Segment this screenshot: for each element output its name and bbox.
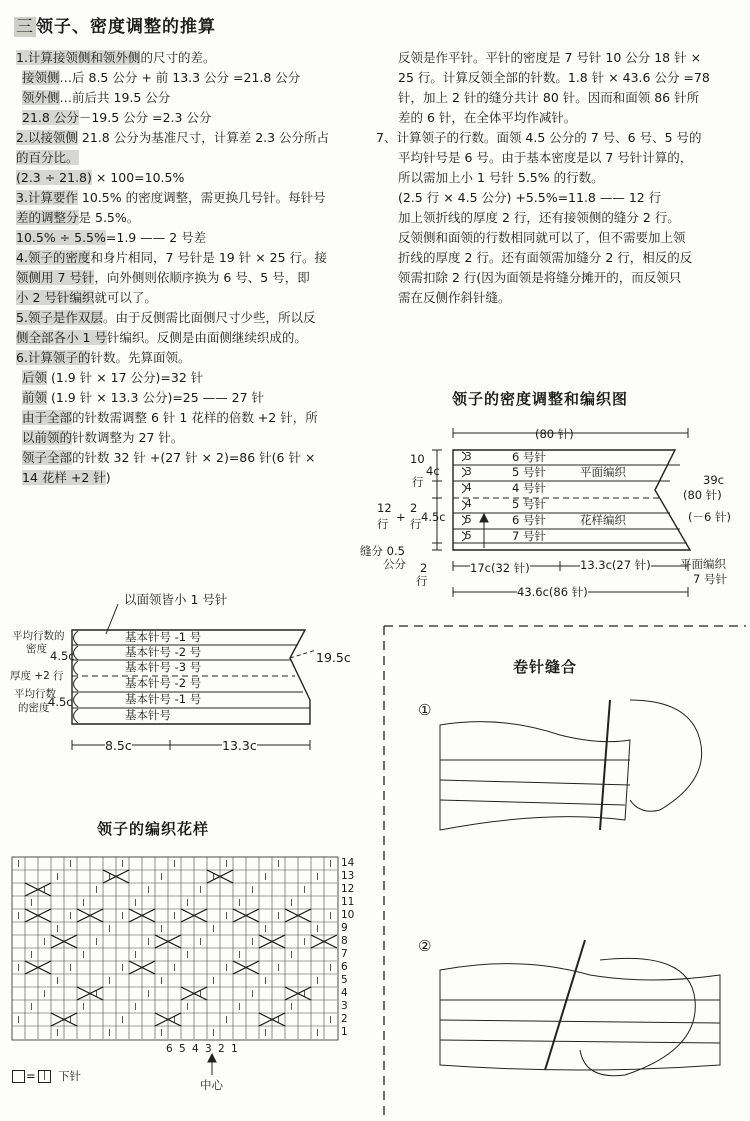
left-line-text: 针数。先算面领。 xyxy=(90,350,191,365)
pattern-chart-title: 领子的编织花样 xyxy=(97,820,210,838)
right-line: 针，加上 2 针的缝分共计 80 针。因而和面领 86 针所 xyxy=(398,90,700,105)
left-line-text: × 100=10.5% xyxy=(91,170,185,185)
left-line-highlight: 前领 xyxy=(22,390,48,405)
small-left-a: 平均行数的 xyxy=(12,630,65,642)
left-line-text: …后 8.5 公分 + 前 13.3 公分 =21.8 公分 xyxy=(59,70,301,85)
column-number: 4 xyxy=(192,1043,199,1055)
density-row-label: 5 号针 xyxy=(512,497,546,511)
bottom-left-label: 17c(32 针) xyxy=(470,561,530,575)
left-line-text: =1.9 —— 2 号差 xyxy=(105,230,207,245)
left-line-text: (1.9 针 × 13.3 公分)=25 —— 27 针 xyxy=(47,390,265,405)
small-left-b: 密度 xyxy=(26,643,47,655)
density-row-label: 6 号针 xyxy=(512,513,546,527)
seam-allowance-c: 2 xyxy=(420,561,428,575)
left-line-text: (1.9 针 × 17 公分)=32 针 xyxy=(47,370,204,385)
small-left-c: 4.5c xyxy=(50,649,75,663)
left-line-text: 针编织。反侧是由面侧继续织成的。 xyxy=(106,330,307,345)
left-line-highlight: 差的调整分 xyxy=(16,210,79,225)
left-line-text: 21.8 公分为基准尺寸，计算差 2.3 公分所占 xyxy=(77,130,330,145)
row-number: 14 xyxy=(341,857,355,869)
right-line: 25 行。计算反领全部的针数。1.8 针 × 43.6 公分 =78 xyxy=(398,70,710,85)
right-line: 平均针号是 6 号。由于基本密度是以 7 号针计算的， xyxy=(398,150,693,165)
whip-stitch-drawings xyxy=(440,700,720,1076)
legend-text: 下针 xyxy=(58,1069,81,1083)
right-line: 7、计算领子的行数。面领 4.5 公分的 7 号、6 号、5 号的 xyxy=(376,130,702,145)
left-line-text: 是 5.5%。 xyxy=(78,210,140,225)
seam-allowance-b: 公分 xyxy=(383,557,406,571)
left-mid-d: 行 xyxy=(377,517,389,531)
left-line-text: －19.5 公分 =2.3 公分 xyxy=(78,110,212,125)
small-row-label: 基本针号 xyxy=(125,708,171,722)
legend-knit-cell-icon: | xyxy=(38,1070,51,1083)
small-row-label: 基本针号 -2 号 xyxy=(125,676,202,690)
row-number: 6 xyxy=(341,961,348,973)
left-mid-a: 12 xyxy=(377,501,392,515)
row-number: 12 xyxy=(341,883,355,895)
left-line-text: 的针数需调整 6 针 1 花样的倍数 +2 针，所 xyxy=(72,410,318,425)
column-number: 2 xyxy=(218,1043,225,1055)
density-row-mini-number: 3 xyxy=(465,451,472,463)
corner-label-a: 平面编织 xyxy=(680,557,726,571)
left-line-text: 10.5% 的密度调整，需更换几号针。每针号 xyxy=(77,190,326,205)
row-number: 2 xyxy=(341,1013,348,1025)
legend-empty-cell-icon xyxy=(12,1070,25,1083)
left-line-highlight: 14 花样 +2 针 xyxy=(22,470,106,485)
left-line-highlight: 领子全部 xyxy=(22,450,73,465)
left-mid-e: 行 xyxy=(410,517,422,531)
density-row-mini-number: 4 xyxy=(465,498,472,510)
density-row-label: 7 号针 xyxy=(512,529,546,543)
left-line-highlight: 21.8 公分 xyxy=(22,110,79,125)
left-line-text: 和身片相同，7 号针是 19 针 × 25 行。接 xyxy=(90,250,328,265)
small-row-label: 基本针号 -1 号 xyxy=(125,630,202,644)
small-left-g: 4.5c xyxy=(48,695,73,709)
column-number: 5 xyxy=(179,1043,186,1055)
density-row-mini-number: 4 xyxy=(465,482,472,494)
left-line-highlight: 领侧用 7 号针 xyxy=(16,270,95,285)
seam-allowance-a: 缝分 0.5 xyxy=(360,544,405,558)
small-row-label: 基本针号 -3 号 xyxy=(125,660,202,674)
left-line-highlight: 后领 xyxy=(22,370,48,385)
right-line: 差的 6 针，在全体平均作减针。 xyxy=(398,110,577,125)
left-line-text: 就可以了。 xyxy=(94,290,157,305)
row-number: 8 xyxy=(341,935,348,947)
small-left-d: 厚度 +2 行 xyxy=(10,670,64,682)
row-number: 1 xyxy=(341,1026,348,1038)
left-line-highlight: 4.领子的密度 xyxy=(16,250,91,265)
row-number: 11 xyxy=(341,896,355,908)
left-line-text: 针数调整为 27 针。 xyxy=(72,430,184,445)
bottom-right-label: 13.3c(27 针) xyxy=(580,558,651,572)
left-line-highlight: 接领侧 xyxy=(22,70,60,85)
density-row-mini-number: 5 xyxy=(465,514,472,526)
right-label-c: (－6 针) xyxy=(688,510,731,524)
left-line-highlight: 小 2 号针编织 xyxy=(16,290,95,305)
center-label: 中心 xyxy=(200,1078,223,1092)
density-row-mini-number: 5 xyxy=(465,530,472,542)
right-line: 加上领折线的厚度 2 行，还有接领侧的缝分 2 行。 xyxy=(398,210,680,225)
left-line-highlight: 6.计算领子的 xyxy=(16,350,91,365)
density-row-label: 5 号针 xyxy=(512,465,546,479)
small-left-e: 平均行数 xyxy=(14,688,56,700)
bottom-total-label: 43.6c(86 针) xyxy=(517,585,588,599)
section-title-text: 领子、密度调整的推算 xyxy=(36,17,216,37)
small-row-label: 基本针号 -2 号 xyxy=(125,645,202,659)
small-right-label: 19.5c xyxy=(316,650,351,665)
left-line-highlight: 以前领的 xyxy=(22,430,73,445)
left-line-highlight: 由于全部 xyxy=(22,410,73,425)
section-number: 三 xyxy=(16,17,34,37)
left-line-text: …前后共 19.5 公分 xyxy=(59,90,171,105)
left-mid-b: 2 xyxy=(410,501,418,515)
legend-equal: = xyxy=(26,1069,36,1083)
left-mid-c: 4.5c xyxy=(421,510,446,524)
left-line-text: 的针数 32 针 +(27 针 × 2)=86 针(6 针 × xyxy=(72,450,316,465)
left-line-highlight: 3.计算要作 xyxy=(16,190,78,205)
whip-stitch-title: 卷针缝合 xyxy=(513,658,578,676)
top-width-label: (80 针) xyxy=(535,427,574,441)
left-top-b: 4c xyxy=(426,464,440,478)
density-row-label: 4 号针 xyxy=(512,481,546,495)
right-line: 领需扣除 2 行(因为面领是将缝分摊开的，而反领只 xyxy=(398,270,682,285)
pattern-grid xyxy=(12,857,338,1040)
left-line-text: 。由于反侧需比面侧尺寸少些，所以反 xyxy=(102,310,316,325)
left-line-highlight: 10.5% ÷ 5.5% xyxy=(16,230,106,245)
right-line: 所以需加上小 1 号针 5.5% 的行数。 xyxy=(398,170,604,185)
left-line-highlight: (2.3 ÷ 21.8) xyxy=(16,170,92,185)
row-number: 5 xyxy=(341,974,348,986)
small-left-f: 的密度 xyxy=(18,702,50,714)
left-top-c: 行 xyxy=(412,475,424,489)
right-line: (2.5 行 × 4.5 公分) +5.5%=11.8 —— 12 行 xyxy=(398,190,662,205)
small-row-label: 基本针号 -1 号 xyxy=(125,692,202,706)
seam-allowance-d: 行 xyxy=(416,574,428,588)
density-diagram-title: 领子的密度调整和编织图 xyxy=(452,390,629,408)
right-line: 反领是作平针。平针的密度是 7 号针 10 公分 18 针 × xyxy=(398,50,702,65)
column-number: 1 xyxy=(231,1043,238,1055)
row-number: 7 xyxy=(341,948,348,960)
left-line-highlight: 2.以接领侧 xyxy=(16,130,78,145)
left-line-text: 的尺寸的差。 xyxy=(140,50,216,65)
left-line-highlight: 1.计算接领侧和领外侧 xyxy=(16,50,141,65)
pattern-knit-label: 花样编织 xyxy=(580,513,626,527)
small-diagram-note: 以面领皆小 1 号针 xyxy=(124,592,228,607)
row-number: 9 xyxy=(341,922,348,934)
step-2-marker: ② xyxy=(418,937,432,955)
density-row-label: 6 号针 xyxy=(512,450,546,464)
density-row-mini-number: 3 xyxy=(465,466,472,478)
right-label-b: (80 针) xyxy=(683,488,722,502)
column-number: 3 xyxy=(205,1043,212,1055)
left-top-a: 10 xyxy=(410,452,425,466)
left-line-highlight: 的百分比。 xyxy=(16,150,79,165)
small-bottom-right: 13.3c xyxy=(222,738,257,753)
plain-knit-label: 平面编织 xyxy=(580,465,626,479)
column-number: 6 xyxy=(166,1043,173,1055)
right-line: 反领侧和面领的行数相同就可以了，但不需要加上领 xyxy=(398,230,686,245)
row-number: 13 xyxy=(341,870,355,882)
left-line-text: ，向外侧则依顺序换为 6 号、5 号，即 xyxy=(94,270,310,285)
left-mid-plus: + xyxy=(396,510,406,524)
corner-label-b: 7 号针 xyxy=(693,572,727,586)
small-bottom-left: 8.5c xyxy=(105,738,132,753)
left-line-highlight: 侧全部各小 1 号 xyxy=(16,330,107,345)
row-number: 10 xyxy=(341,909,355,921)
left-line-highlight: 领外侧 xyxy=(22,90,60,105)
left-line-highlight: 5.领子是作双层 xyxy=(16,310,103,325)
left-line-text: ) xyxy=(105,470,111,485)
right-label-a: 39c xyxy=(703,473,724,487)
right-line: 折线的厚度 2 行。还有面领需加缝分 2 行，相反的反 xyxy=(398,250,693,265)
row-number: 4 xyxy=(341,987,348,999)
row-number: 3 xyxy=(341,1000,348,1012)
step-1-marker: ① xyxy=(418,701,432,719)
right-line: 需在反侧作斜针缝。 xyxy=(398,290,511,305)
